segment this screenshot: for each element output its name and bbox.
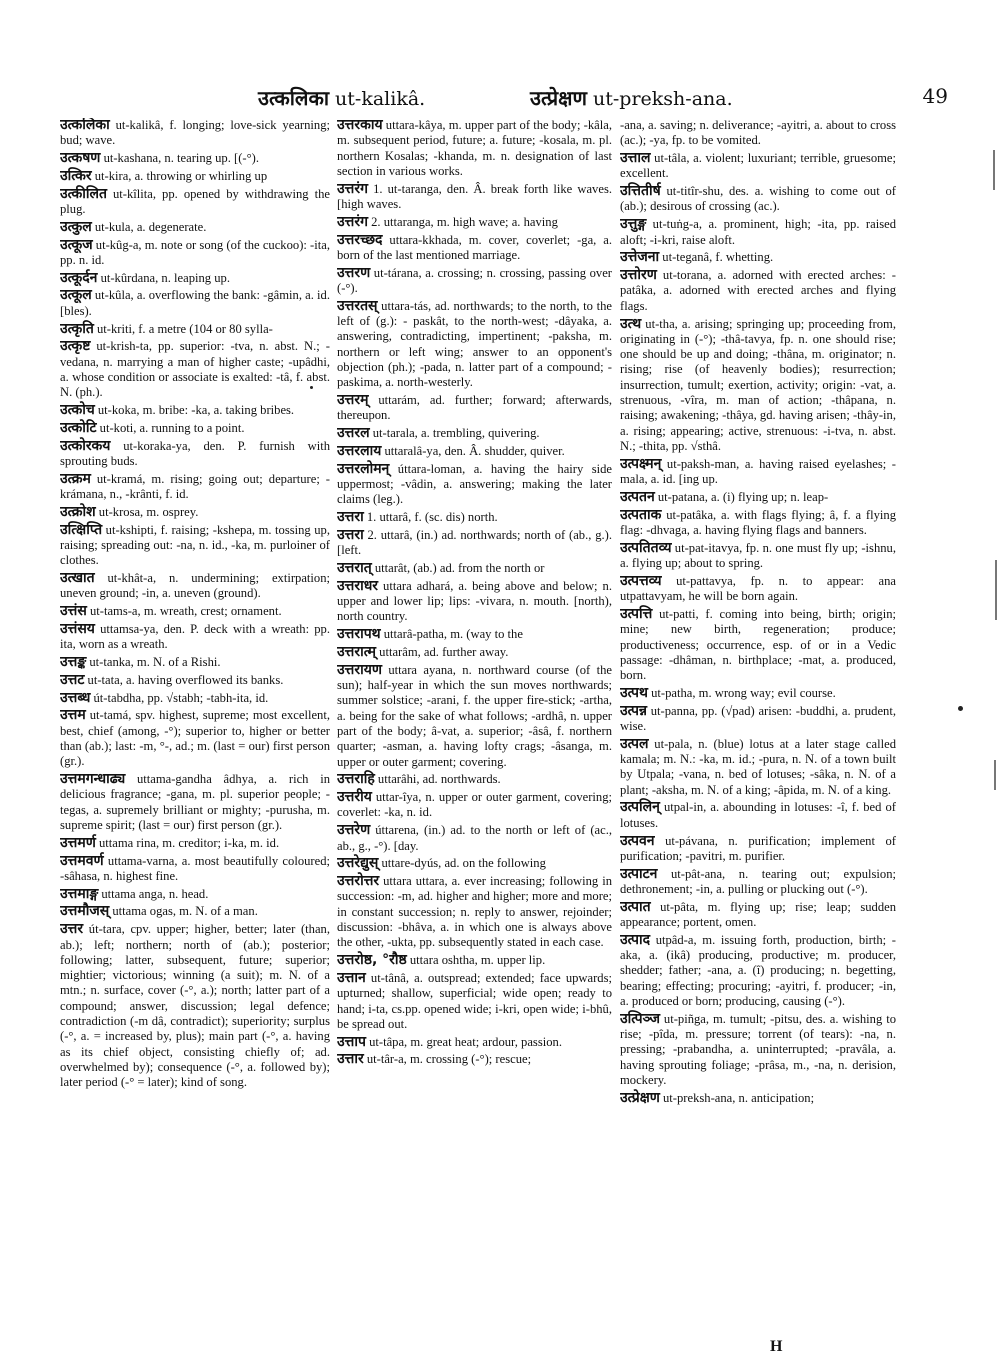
entry-headword-devanagari: उत्पात	[620, 898, 651, 915]
entry-text: ut-kashana, n. tearing up. [(-°).	[100, 151, 259, 166]
entry-text: ut-tha, a. arising; springing up; proceeding from, originating in (-°); -thâ-tavya, fp. n. one should rise; one should be up and doing; -thâna, m. originator; n. rising; rise (of heavenly bodies); resurrection; insurrection, tumult; exertion, activity; origin: -vat, a. strenuous, -vîra, m. man of action; -thâpana, n. raising; awakening; -thâya, gd. having arisen; -thây-in, a. rising; appearing; active, strenuous: -i-tva, n. abst. N.; -thita, pp. √sthâ.	[620, 316, 896, 453]
entry-text: ut-pala, n. (blue) lotus at a later stage called kamala; m. N.: -ka, m. id.; -pura, n. N. of a town built by Utpala; -vana, n. bed of lotuses; -sâka, n. N. of a plant; -aksha, m. N. of a king; -âpida, m. N. of a king.	[620, 736, 896, 797]
entry-text: ut-tâla, a. violent; luxuriant; terrible, gruesome; excellent.	[620, 151, 896, 181]
entry-text: ut-tânâ, a. outspread; extended; face upwards; upturned; shallow, superficial; wide open; ready to hand; i-ta, cs.pp. opened wide; i-kri, open wide; i-bhû, be spread out.	[337, 970, 612, 1031]
dictionary-entry	[337, 118, 612, 179]
entry-headword-devanagari: उत्खात	[60, 570, 95, 587]
entry-headword-devanagari: उत्तमवर्ण	[60, 852, 104, 869]
entry-headword-devanagari: उत्तराधर	[337, 577, 379, 594]
entry-headword-devanagari: उत्तरापथ	[337, 626, 381, 643]
entry-headword-devanagari: उत्तरा	[337, 526, 364, 543]
dictionary-entry	[620, 317, 896, 455]
dictionary-entry	[337, 1035, 612, 1050]
entry-headword-devanagari: उत्पाटन	[620, 865, 658, 882]
entry-headword-devanagari: उत्तमाङ्ग	[60, 885, 99, 902]
dictionary-entry	[337, 1052, 612, 1067]
entry-headword-devanagari: उत्कूज	[60, 236, 93, 253]
entry-headword-devanagari: उत्तरात्म्	[337, 644, 377, 660]
scan-edge-mark	[994, 760, 996, 790]
entry-text: -ana, a. saving; n. deliverance; -ayitri, a. about to cross (ac.); -ya, fp. to be vomited.	[620, 118, 896, 148]
dictionary-entry	[337, 528, 612, 559]
entry-headword-devanagari: उत्कूर्दन	[60, 269, 98, 286]
dictionary-entry	[337, 561, 612, 576]
entry-headword-devanagari: उत्कृति	[60, 320, 94, 337]
entry-headword-devanagari: उत्तरतस्	[337, 297, 378, 314]
entry-text: uttamsa-ya, den. P. deck with a wreath: pp. ita, worn as a wreath.	[60, 621, 330, 652]
entry-text: ut-patti, f. coming into being, birth; origin; mine; new birth, regeneration; produce; productiveness; occurrence, esp. of or in a Vedic passage: -dhâman, n. birthplace; -mat, a. produced, born.	[620, 606, 896, 683]
entry-headword-devanagari: उत्किर	[60, 167, 92, 184]
entry-text: ut-kîlita, pp. opened by withdrawing the plug.	[60, 186, 330, 216]
entry-headword-devanagari: उत्तरेण	[337, 822, 371, 839]
dictionary-entry	[60, 854, 330, 885]
entry-text: ut-koka, m. bribe: -ka, a. taking bribes.	[94, 403, 295, 418]
dictionary-entry	[620, 541, 896, 572]
entry-text: uttama-varna, a. most beautifully coloured; -sâhasa, n. highest fine.	[60, 853, 330, 883]
entry-text: ut-pávana, n. purification; implement of purification; -pavitri, m. purifier.	[620, 833, 896, 863]
entry-headword-devanagari: उत्तरण	[337, 264, 371, 281]
entry-text: ut-torana, a. adorned with erected arches: -patâka, a. adorned with erected arches and flying flags.	[620, 268, 896, 313]
dictionary-entry	[337, 663, 612, 770]
dictionary-entry	[337, 266, 612, 297]
entry-text: 2. uttaranga, m. high wave; a. having	[367, 214, 558, 229]
entry-text: uttama anga, n. head.	[98, 886, 209, 901]
dictionary-entry	[60, 322, 330, 337]
ink-dot	[310, 386, 313, 389]
dictionary-entry	[337, 627, 612, 642]
dictionary-entry	[337, 971, 612, 1032]
entry-text: ut-kalikâ, f. longing; love-sick yearning; bud; wave.	[60, 118, 330, 148]
entry-text: utpal-in, a. abounding in lotuses: -î, f. bed of lotuses.	[620, 800, 896, 830]
dictionary-entry	[60, 238, 330, 269]
entry-headword-devanagari: उत्तम	[60, 707, 86, 724]
dictionary-entry	[60, 169, 330, 184]
entry-text: 1. ut-taranga, den. Â. break forth like waves. [high waves.	[337, 181, 612, 211]
entry-headword-devanagari: उत्पल	[620, 735, 649, 752]
dictionary-entry	[620, 490, 896, 505]
dictionary-entry	[337, 182, 612, 213]
entry-headword-devanagari: उत्पतितव्य	[620, 539, 672, 556]
entry-headword-devanagari: उत्पवन	[620, 832, 655, 849]
entry-headword-devanagari: उत्तब्ध	[60, 689, 91, 706]
entry-text: ut-kûrdana, n. leaping up.	[97, 270, 230, 285]
dictionary-entry	[337, 645, 612, 660]
entry-text: uttaralâ-ya, den. Â. shudder, quiver.	[381, 443, 565, 458]
entry-headword-devanagari: उत्तरलोमन्	[337, 460, 390, 477]
running-head-left-devanagari: उत्कलिका	[258, 86, 329, 110]
entry-headword-devanagari: उत्तार	[337, 1051, 364, 1068]
dictionary-entry	[337, 953, 612, 968]
dictionary-entry	[60, 403, 330, 418]
entry-headword-devanagari: उत्पन्न	[620, 702, 647, 719]
entry-text: ut-kûg-a, m. note or song (of the cuckoo): -ita, pp. n. id.	[60, 237, 330, 267]
entry-headword-devanagari: उत्तुङ्ग	[620, 216, 647, 233]
entry-headword-devanagari: उत्तरल	[337, 425, 370, 442]
entry-text: ut-tarala, a. trembling, quivering.	[369, 426, 540, 441]
dictionary-entry	[337, 444, 612, 459]
dictionary-entry	[60, 421, 330, 436]
entry-headword-devanagari: उत्तंस	[60, 603, 87, 620]
entry-text: ut-patha, m. wrong way; evil course.	[647, 685, 836, 700]
entry-headword-devanagari: उत्तरंग	[337, 180, 368, 197]
entry-text: ut-krish-ta, pp. superior: -tva, n. abst. N.; -vedana, n. marrying a man of higher caste; -upâdhi, a. whose condition or associate is exalted: -tâ, f. abst. N. (ph.).	[60, 339, 330, 400]
dictionary-entry	[337, 393, 612, 424]
entry-headword-devanagari: उत्पिञ्ज	[620, 1010, 660, 1027]
entry-headword-devanagari: उत्पत्तव्य	[620, 572, 662, 589]
entry-text: ut-pât-ana, n. tearing out; expulsion; dethronement; -in, a. pulling or plucking out (-°).	[620, 866, 896, 896]
entry-headword-devanagari: उत्कषण	[60, 150, 101, 167]
dictionary-entry	[620, 933, 896, 1009]
entry-text: uttara adhará, a. being above and below; n. upper and lower lip; lips: -vivara, n. mouth. [north), north country.	[337, 578, 612, 624]
entry-text: ut-paksh-man, a. having raised eyelashes; -mala, a. id. [ing up.	[620, 456, 896, 487]
dictionary-entry	[337, 772, 612, 787]
dictionary-entry	[337, 462, 612, 508]
entry-headword-devanagari: उत्तरंग	[337, 213, 368, 230]
entry-text: út-tabdha, pp. √stabh; -tabh-ita, id.	[90, 690, 269, 705]
entry-headword-devanagari: उत्कोरकय	[60, 437, 111, 454]
dictionary-entry	[337, 299, 612, 391]
dictionary-entry	[620, 900, 896, 931]
entry-text: ut-koti, a. running to a point.	[96, 420, 245, 435]
entry-headword-devanagari: उत्तोरण	[620, 267, 657, 284]
ink-dot	[958, 706, 963, 711]
dictionary-entry	[620, 457, 896, 488]
dictionary-entry	[620, 118, 896, 149]
entry-headword-devanagari: उत्क्षिप्ति	[60, 521, 103, 538]
entry-text: ut-tanka, m. N. of a Rishi.	[86, 655, 221, 669]
entry-text: uttara oshtha, m. upper lip.	[406, 953, 546, 968]
dictionary-entry	[620, 574, 896, 605]
entry-text: uttama rina, m. creditor; i-ka, m. id.	[95, 835, 280, 850]
entry-text: ut-tamá, spv. highest, supreme; most excellent, best, chief (among, -°); superior to, higher or better than (ab.); last: -m, °-, ad.; m. (last = our) first person (gr.).	[60, 708, 330, 769]
entry-text: ut-pâta, m. flying up; rise; leap; sudden appearance; portent, omen.	[620, 899, 896, 930]
entry-text: uttara-tás, ad. northwards; to the north, to the left of (g.): - paskât, to the north-west; -dâyaka, a. answering, contradicting, impertinent; -paksha, m. northern or left wing; answer to an opponent's objection (ph.); -pada, n. latter part of a compound; -paskima, a. north-westerly.	[337, 298, 612, 390]
dictionary-entry	[620, 184, 896, 215]
dictionary-entry	[60, 922, 330, 1090]
entry-text: ut-krosa, m. osprey.	[95, 504, 199, 519]
dictionary-entry	[60, 151, 330, 166]
dictionary-entry	[337, 426, 612, 441]
entry-headword-devanagari: उत्तंसय	[60, 620, 95, 637]
entry-text: ut-kûla, a. overflowing the bank: -gâmin, a. id. [bles).	[60, 288, 330, 318]
dictionary-entry	[337, 874, 612, 950]
dictionary-entry	[60, 439, 330, 470]
dictionary-entry	[337, 215, 612, 230]
dictionary-entry	[60, 505, 330, 520]
page-header	[60, 78, 948, 112]
entry-text: uttara ayana, n. northward course (of the sun); half-year in which the sun moves northwards; summer solstice; -arani, f. the upper fire-stick; -artha, a. being for the sake of what follows; -ardhâ, n. upper part of the body; â-vat, a. superior; -âsâ, f. northern quarter; -asman, a. having lofty crags; -âsanga, m. upper or outer garment; covering.	[337, 662, 612, 769]
entry-headword-devanagari: उत्तङ्क	[60, 654, 87, 670]
entry-headword-devanagari: उत्तरायण	[337, 661, 382, 678]
entry-headword-devanagari: उत्कीलित	[60, 185, 107, 202]
dictionary-entry	[60, 271, 330, 286]
entry-text: úttara-loman, a. having the hairy side uppermost; -vâdin, a. answering; making the later claims (leg.).	[337, 461, 612, 507]
column-1	[60, 118, 330, 1338]
entry-text: uttara-kkhada, m. cover, coverlet; -ga, a. born of the last mentioned marriage.	[337, 232, 612, 262]
entry-text: ut-tárana, a. crossing; n. crossing, passing over (-°).	[337, 265, 612, 295]
dictionary-entry	[620, 607, 896, 683]
entry-headword-devanagari: उत्तरा	[337, 509, 364, 526]
entry-headword-devanagari: उत्तराहि	[337, 771, 375, 788]
entry-headword-devanagari: उत्तमर्ण	[60, 834, 96, 851]
scan-edge-mark	[993, 150, 995, 190]
entry-headword-devanagari: उत्कृष्ट	[60, 338, 91, 355]
dictionary-entry	[620, 1091, 896, 1106]
entry-headword-devanagari: उत्तमौजस्	[60, 903, 110, 920]
entry-text: ut-tuṅg-a, a. prominent, high; -ita, pp. raised aloft; -i-kri, raise aloft.	[620, 217, 896, 247]
dictionary-entry	[620, 737, 896, 798]
page-number: 49	[922, 84, 948, 108]
entry-headword-devanagari: उत्तरोत्तर	[337, 873, 380, 890]
dictionary-entry	[620, 250, 896, 265]
entry-headword-devanagari: उत्तान	[337, 969, 366, 986]
entry-text: ut-kramá, m. rising; going out; departure; -krámana, n., -krânti, f. id.	[60, 471, 330, 502]
dictionary-entry	[337, 790, 612, 821]
entry-text: ut-kira, a. throwing or whirling up	[91, 168, 268, 183]
dictionary-entry	[60, 571, 330, 602]
entry-text: uttarâ-patha, m. (way to the	[380, 627, 523, 642]
entry-text: uttar-îya, n. upper or outer garment, covering; coverlet: -ka, n. id.	[337, 790, 612, 820]
entry-text: ut-piñga, m. tumult; -pitsu, des. a. wishing to rise; -pîda, m. pressure; torrent (of tears): -na, n. pressing; -prabandha, a. uninterrupted; -pravâla, a. having sprouting foliage; -prâsa, m., -na, n. derision, mockery.	[620, 1011, 896, 1088]
entry-headword-devanagari: उत्पलिन्	[620, 799, 660, 816]
entry-headword-devanagari: उत्पाद	[620, 931, 651, 948]
entry-headword-devanagari: उत्कलिका	[60, 118, 110, 133]
entry-headword-devanagari: उत्थ	[620, 315, 642, 332]
entry-text: uttara uttara, a. ever increasing; following in succession: -m, ad. higher and higher; more and more; in constant succession; n. reply to answer, rejoinder; discussion: -bhâva, a. in which one is always above the other, -ukta, pp. subsequently stated in each case.	[337, 874, 612, 950]
entry-text: ut-panna, pp. (√pad) arisen: -buddhi, a. prudent, wise.	[620, 703, 896, 733]
dictionary-entry	[620, 1012, 896, 1088]
dictionary-entry	[60, 691, 330, 706]
dictionary-entry	[60, 904, 330, 919]
entry-headword-devanagari: उत्कुल	[60, 218, 92, 235]
dictionary-entry	[60, 655, 330, 670]
entry-headword-devanagari: उत्तरोष्ठ, °रौष्ठ	[337, 952, 407, 969]
dictionary-entry	[60, 220, 330, 235]
dictionary-entry	[620, 704, 896, 735]
dictionary-entry	[337, 579, 612, 625]
dictionary-entry	[620, 834, 896, 865]
column-2	[337, 118, 612, 1338]
entry-text: uttarám, ad. further; forward; afterwards, thereupon.	[337, 393, 612, 423]
entry-text: ut-kriti, f. a metre (104 or 80 sylla-	[93, 321, 273, 336]
dictionary-entry	[60, 708, 330, 769]
dictionary-entry	[60, 772, 330, 833]
dictionary-entry	[60, 836, 330, 851]
entry-text: utpâd-a, m. issuing forth, production, birth; -aka, a. (ikâ) producing, productive; m. producer, shedder; father; -ana, a. (î) producing; n. begetting, bearing; effecting; procuring; -ayitri, f. producer; -in, a. produced or born; producing, causing (-°).	[620, 932, 896, 1009]
entry-headword-devanagari: उत्तितीर्ष	[620, 183, 661, 200]
entry-text: 1. uttarâ, f. (sc. dis) north.	[363, 510, 498, 525]
entry-text: ut-tâpa, m. great heat; ardour, passion.	[365, 1034, 562, 1049]
entry-text: uttarâhi, ad. northwards.	[374, 772, 501, 787]
dictionary-entry	[60, 339, 330, 400]
entry-headword-devanagari: उत्तरेद्युस्	[337, 855, 379, 872]
entry-text: ut-patâka, a. with flags flying; â, f. a flying flag: -dhvaga, a. having flying flags and banners.	[620, 507, 896, 537]
dictionary-entry	[620, 268, 896, 314]
running-head-left-latin: ut-kalikâ.	[329, 88, 426, 110]
entry-text: úttarena, (in.) ad. to the north or left of (ac., ab., g., -°). [day.	[337, 823, 612, 853]
entry-headword-devanagari: उत्पतन	[620, 488, 655, 505]
entry-headword-devanagari: उत्पताक	[620, 506, 662, 523]
dictionary-entry	[60, 187, 330, 218]
entry-headword-devanagari: उत्तर	[60, 921, 84, 938]
dictionary-entry	[60, 288, 330, 319]
entry-text: uttarâm, ad. further away.	[376, 645, 509, 659]
entry-headword-devanagari: उत्कोच	[60, 402, 95, 419]
entry-headword-devanagari: उत्पथ	[620, 684, 648, 701]
dictionary-entry	[620, 151, 896, 182]
running-head-right-devanagari: उत्प्रेक्षण	[530, 86, 587, 110]
entry-text: ut-khât-a, n. undermining; extirpation; uneven ground; -in, a. uneven (ground).	[60, 571, 330, 601]
dictionary-entry	[337, 510, 612, 525]
entry-text: ut-tams-a, m. wreath, crest; ornament.	[86, 604, 282, 619]
entry-text: ut-pattavya, fp. n. to appear: ana utpattavyam, he will be born again.	[620, 573, 896, 604]
scan-edge-mark	[995, 560, 997, 620]
dictionary-entry	[60, 887, 330, 902]
entry-text: uttama-gandha âdhya, a. rich in delicious fragrance; -gana, m. pl. superior people; -tegas, a. supremely brilliant or mighty; -purusha, m. supreme spirit; (last = our) first person (gr.).	[60, 772, 330, 832]
entry-headword-devanagari: उत्पत्ति	[620, 605, 653, 622]
dictionary-entry	[620, 800, 896, 831]
dictionary-entry	[60, 673, 330, 688]
entry-headword-devanagari: उत्तेजना	[620, 249, 660, 266]
dictionary-entry	[60, 604, 330, 619]
dictionary-entry	[620, 508, 896, 539]
running-head-right-latin: ut-preksh-ana.	[586, 88, 733, 110]
entry-text: ut-pat-itavya, fp. n. one must fly up; -ishnu, a. flying up; about to spring.	[620, 540, 896, 571]
entry-text: uttara-kâya, m. upper part of the body; -kâla, m. subsequent period, future; a. future; -kosala, m. pl. northern Kosalas; -khanda, m. n. designation of last section in various works.	[337, 118, 612, 178]
entry-headword-devanagari: उत्कोटि	[60, 419, 97, 436]
running-head-left	[258, 84, 425, 111]
entry-headword-devanagari: उत्तरलाय	[337, 442, 382, 459]
dictionary-entry	[60, 523, 330, 569]
dictionary-entry	[60, 118, 330, 149]
entry-headword-devanagari: उत्पक्ष्मन्	[620, 455, 662, 472]
entry-text: ut-teganâ, f. whetting.	[659, 250, 774, 265]
dictionary-entry	[60, 472, 330, 503]
entry-headword-devanagari: उत्तट	[60, 671, 85, 688]
entry-headword-devanagari: उत्ताप	[337, 1033, 366, 1050]
entry-headword-devanagari: उत्तरच्छद	[337, 231, 383, 248]
running-head-right	[530, 84, 733, 111]
entry-text: ut-tata, a. having overflowed its banks.	[84, 672, 284, 687]
entry-headword-devanagari: उत्प्रेक्षण	[620, 1089, 660, 1106]
entry-text: út-tara, cpv. upper; higher, better; later (than, ab.); left; northern; north of (ab.); posterior; following; latter, subsequent, future; superior; mightier; victorious; winning (a suit); m. N. of a mtn.; n. surface, cover (-°, a.); north; latter part of a compound; answer, discussion; legal defence; contradiction (-m dâ, contradict); superiority; surplus (-°, a. = increased by, plus); main part (-°, a. having as its chief object, consisting chiefly of; ad. overwhelmed by); consequence (-°, a. followed by); later period (-° = later); kind of song.	[60, 922, 330, 1090]
entry-text: ut-titîr-shu, des. a. wishing to come out of (ab.); desirous of crossing (ac.).	[620, 184, 896, 214]
entry-text: uttare-dyús, ad. on the following	[378, 856, 546, 871]
entry-text: uttarât, (ab.) ad. from the north or	[371, 561, 545, 576]
entry-headword-devanagari: उत्तमगन्धाढ्य	[60, 771, 126, 788]
entry-headword-devanagari: उत्तरम्	[337, 392, 369, 409]
entry-text: ut-koraka-ya, den. P. furnish with sprouting buds.	[60, 438, 330, 468]
entry-text: ut-kula, a. degenerate.	[91, 219, 207, 234]
entry-headword-devanagari: उत्क्रोश	[60, 503, 96, 520]
dictionary-entry	[620, 686, 896, 701]
entry-headword-devanagari: उत्ताल	[620, 150, 651, 167]
entry-headword-devanagari: उत्तरात्	[337, 560, 372, 577]
entry-headword-devanagari: उत्क्रम	[60, 470, 91, 487]
dictionary-entry	[337, 856, 612, 871]
entry-text: ut-târ-a, m. crossing (-°); rescue;	[363, 1052, 532, 1067]
dictionary-entry	[337, 823, 612, 854]
entry-headword-devanagari: उत्तरीय	[337, 789, 372, 806]
dictionary-entry	[337, 233, 612, 264]
signature-mark: H	[770, 1338, 783, 1355]
entry-headword-devanagari: उत्कूल	[60, 287, 92, 304]
entry-text: uttama ogas, m. N. of a man.	[109, 904, 258, 919]
entry-text: ut-preksh-ana, n. anticipation;	[659, 1090, 815, 1105]
entry-text: ut-patana, a. (i) flying up; n. leap-	[654, 489, 829, 504]
entry-headword-devanagari: उत्तरकाय	[337, 118, 383, 133]
column-3	[620, 118, 896, 1338]
entry-text: 2. uttarâ, (in.) ad. northwards; north of (ab., g.). [left.	[337, 527, 612, 558]
dictionary-entry	[620, 867, 896, 898]
dictionary-entry	[620, 217, 896, 248]
dictionary-entry	[60, 622, 330, 653]
entry-text: ut-kshipti, f. raising; -kshepa, m. tossing up, raising; spreading out: -na, n. id., -ka, m. purloiner of clothes.	[60, 522, 330, 568]
